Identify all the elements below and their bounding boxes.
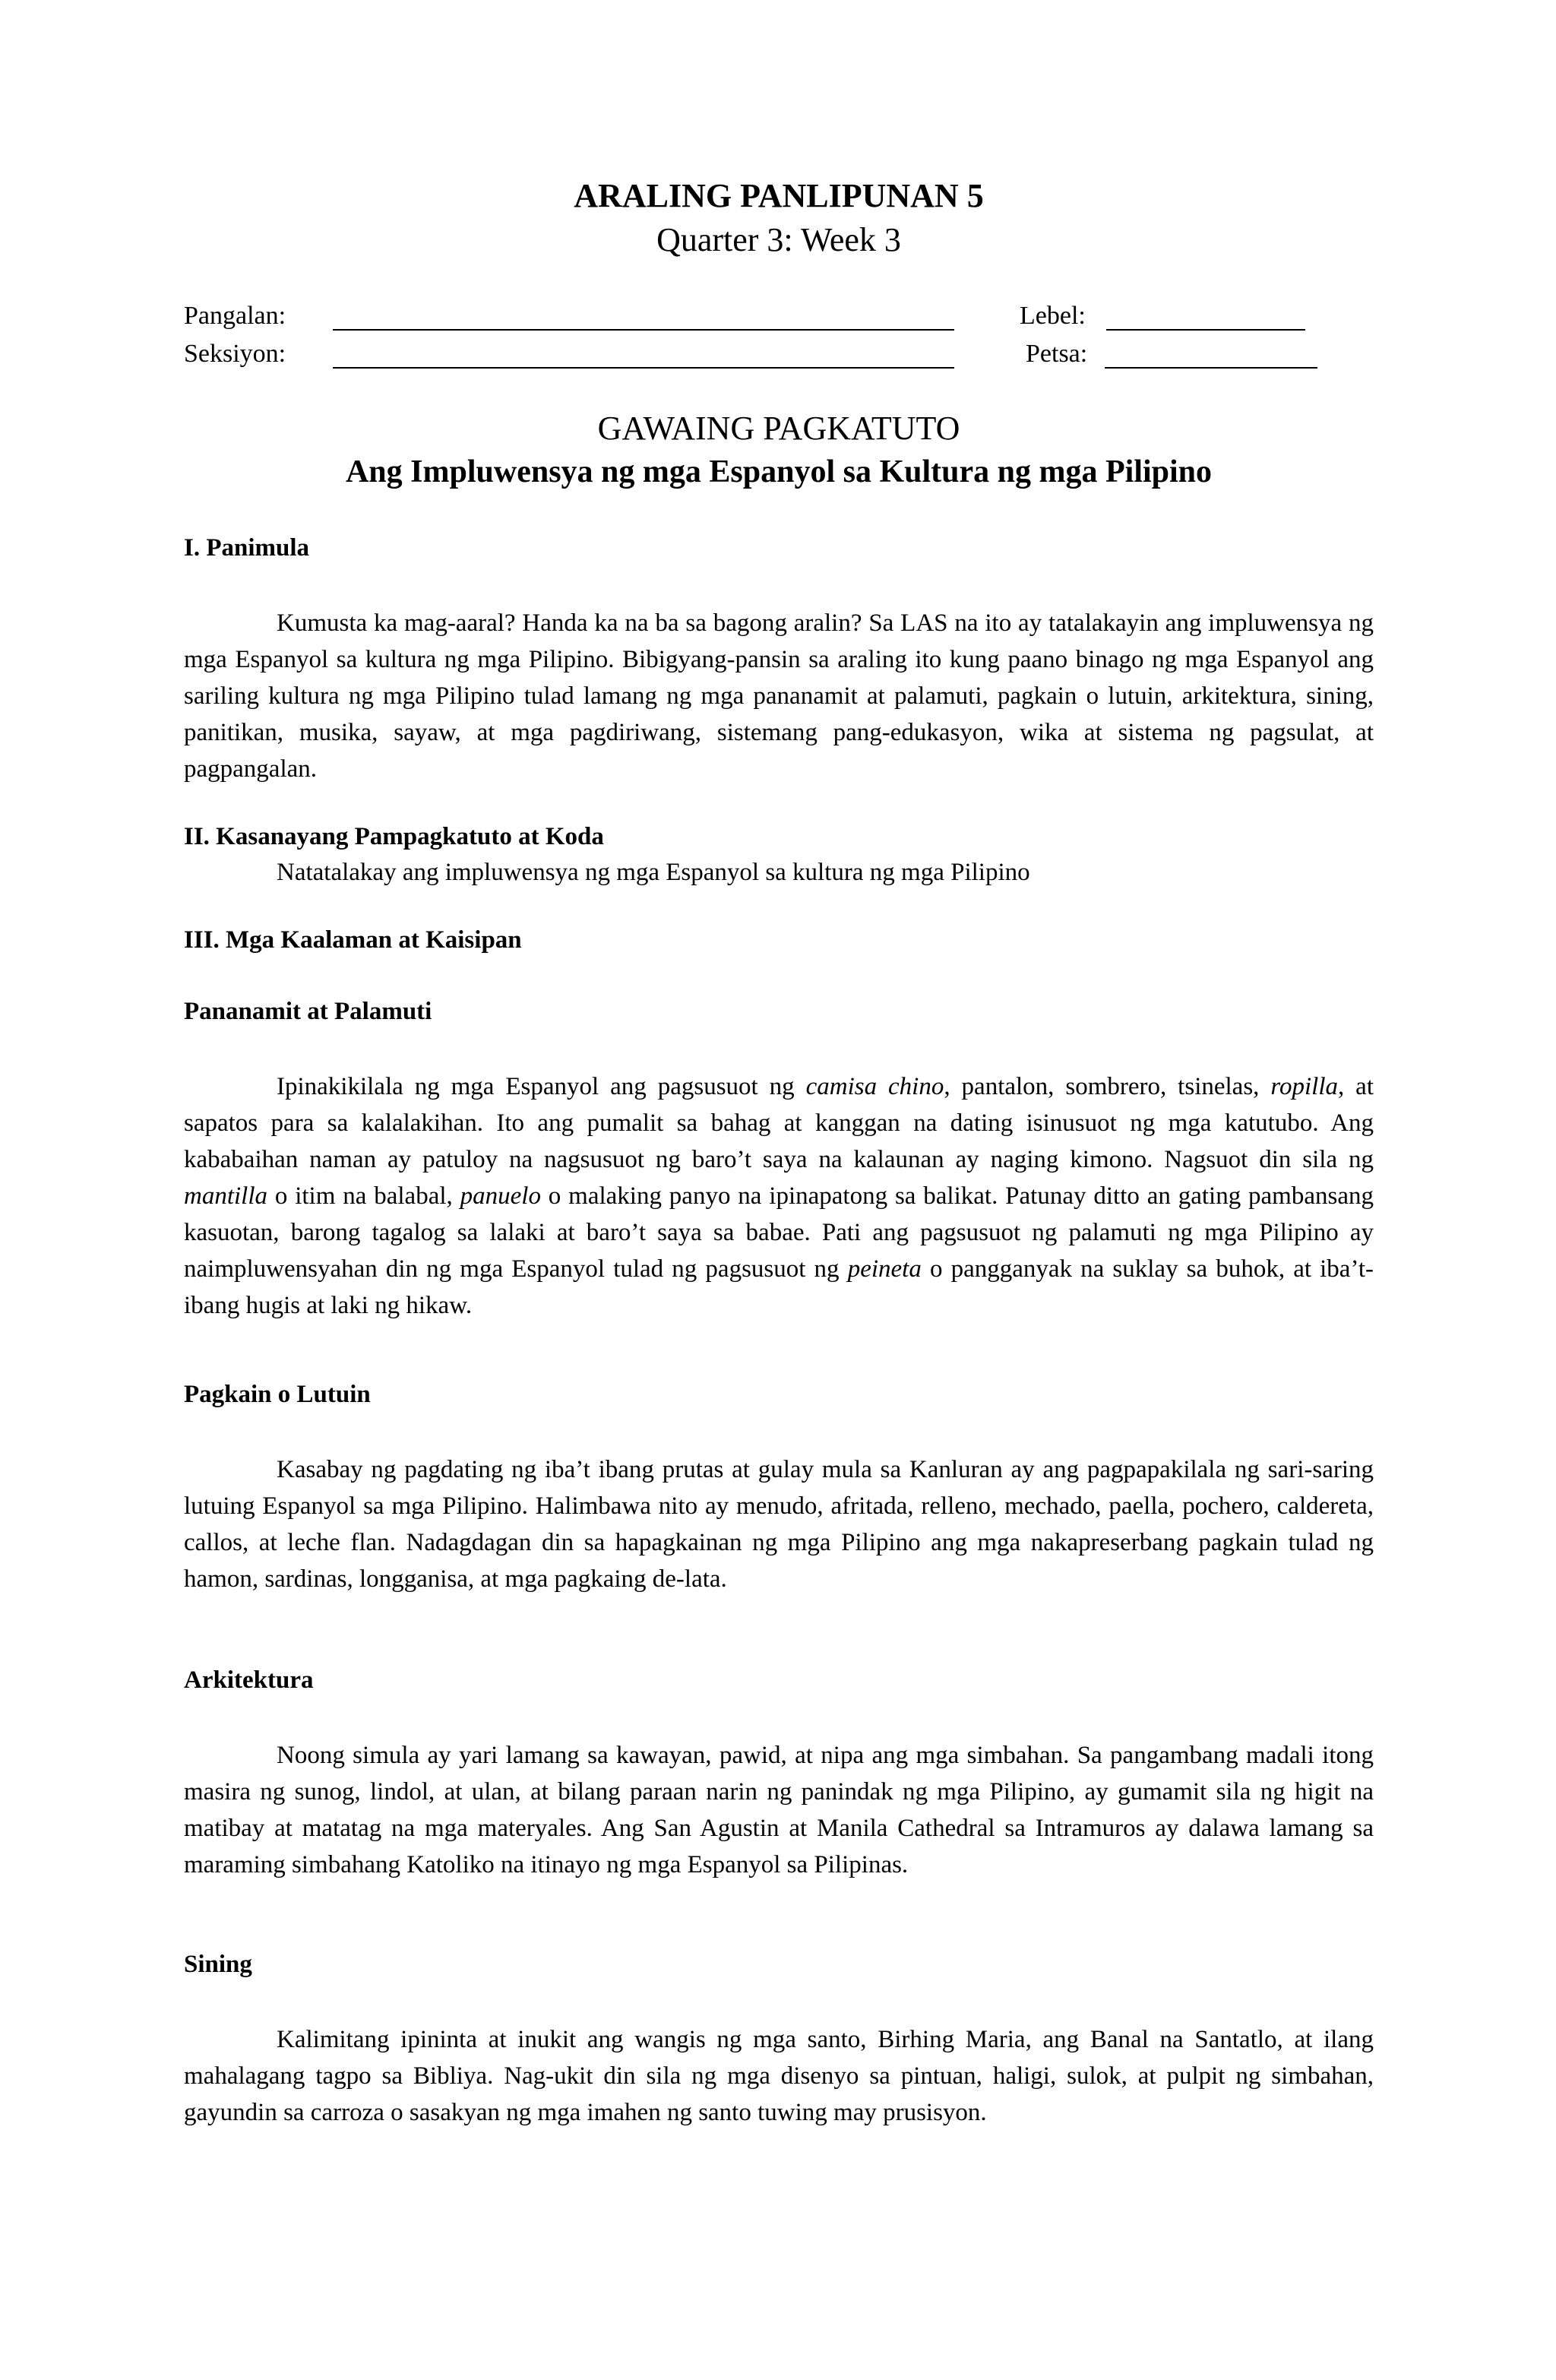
competency-text: Natatalakay ang impluwensya ng mga Espanyol sa kultura ng mga Pilipino: [277, 859, 1030, 886]
camisa-chino-term: camisa chino: [805, 1073, 944, 1100]
date-field[interactable]: [1105, 367, 1317, 369]
clothing-paragraph: Ipinakikilala ng mga Espanyol ang pagsusuot ng camisa chino, pantalon, sombrero, tsinelas, ropilla, at sapatos para sa kalalakihan. Ito ang pumalit sa bahag at kanggan na dating isinusuot ng mga katutubo. Ang kababaihan naman ay patuloy na nagsusuot ng baro’t saya na kalaunan ay naging kimono. Nagsuot din sila ng mantilla o itim na balabal, panuelo o malaking panyo na ipinapatong sa balikat. Patunay ditto an gating pambansang kasuotan, barong tagalog sa lalaki at baro’t saya sa babae. Pati ang pagsusuot ng palamuti ng mga Pilipino ay naimpluwensyahan din ng mga Espanyol tulad ng pagsusuot ng peineta o pangganyak na suklay sa buhok, at iba’t-ibang hugis at laki ng hikaw.: [184, 1073, 1374, 1319]
section-label: Seksiyon:: [184, 340, 286, 368]
knowledge-heading: III. Mga Kaalaman at Kaisipan: [184, 926, 522, 954]
architecture-paragraph: Noong simula ay yari lamang sa kawayan, pawid, at nipa ang mga simbahan. Sa pangambang madali itong masira ng sunog, lindol, at ulan, at bilang paraan narin ng panindak ng mga Pilipino, ay gumamit sila ng higit na matibay at matatag na mga materyales. Ang San Agustin at Manila Cathedral sa Intramuros ay dalawa lamang sa maraming simbahang Katoliko na itinayo ng mga Espanyol sa Pilipinas.: [184, 1742, 1374, 1878]
peineta-term: peineta: [847, 1255, 922, 1283]
intro-heading: I. Panimula: [184, 534, 310, 562]
level-field[interactable]: [1106, 329, 1305, 331]
art-heading: Sining: [184, 1951, 252, 1978]
clothing-heading: Pananamit at Palamuti: [184, 998, 432, 1025]
section-field[interactable]: [333, 367, 954, 369]
competency-heading: II. Kasanayang Pampagkatuto at Koda: [184, 823, 604, 850]
page-title: ARALING PANLIPUNAN 5: [574, 177, 984, 214]
activity-subtitle: Ang Impluwensya ng mga Espanyol sa Kultura ng mga Pilipino: [345, 454, 1213, 489]
ropilla-term: ropilla: [1270, 1073, 1338, 1100]
panuelo-term: panuelo: [460, 1182, 541, 1210]
architecture-heading: Arkitektura: [184, 1666, 314, 1694]
mantilla-term: mantilla: [184, 1182, 268, 1210]
date-label: Petsa:: [1026, 340, 1088, 368]
level-label: Lebel:: [1020, 302, 1086, 330]
food-heading: Pagkain o Lutuin: [184, 1381, 371, 1408]
name-label: Pangalan:: [184, 302, 286, 330]
name-field[interactable]: [333, 329, 954, 331]
intro-paragraph: Kumusta ka mag-aaral? Handa ka na ba sa bagong aralin? Sa LAS na ito ay tatalakayin ang impluwensya ng mga Espanyol sa kultura ng mga Pilipino. Bibigyang-pansin sa araling ito kung paano binago ng mga Espanyol ang sariling kultura ng mga Pilipino tulad lamang ng mga pananamit at palamuti, pagkain o lutuin, arkitektura, sining, panitikan, musika, sayaw, at mga pagdiriwang, sistemang pang-edukasyon, wika at sistema ng pagsulat, at pagpangalan.: [184, 609, 1374, 783]
food-paragraph: Kasabay ng pagdating ng iba’t ibang prutas at gulay mula sa Kanluran ay ang pagpapakilala ng sari-saring lutuing Espanyol sa mga Pilipino. Halimbawa nito ay menudo, afritada, relleno, mechado, paella, pochero, caldereta, callos, at leche flan. Nadagdagan din sa hapagkainan ng mga Pilipino ang mga nakapreserbang pagkain tulad ng hamon, sardinas, longganisa, at mga pagkaing de-lata.: [184, 1456, 1374, 1593]
activity-title: GAWAING PAGKATUTO: [597, 410, 960, 447]
worksheet-page: [184, 0, 1374, 2380]
page-subtitle: Quarter 3: Week 3: [656, 221, 901, 258]
art-paragraph: Kalimitang ipininta at inukit ang wangis ng mga santo, Birhing Maria, ang Banal na Santatlo, at ilang mahalagang tagpo sa Bibliya. Nag-ukit din sila ng mga disenyo sa pintuan, haligi, sulok, at pulpit ng simbahan, gayundin sa carroza o sasakyan ng mga imahen ng santo tuwing may prusisyon.: [184, 2026, 1374, 2126]
